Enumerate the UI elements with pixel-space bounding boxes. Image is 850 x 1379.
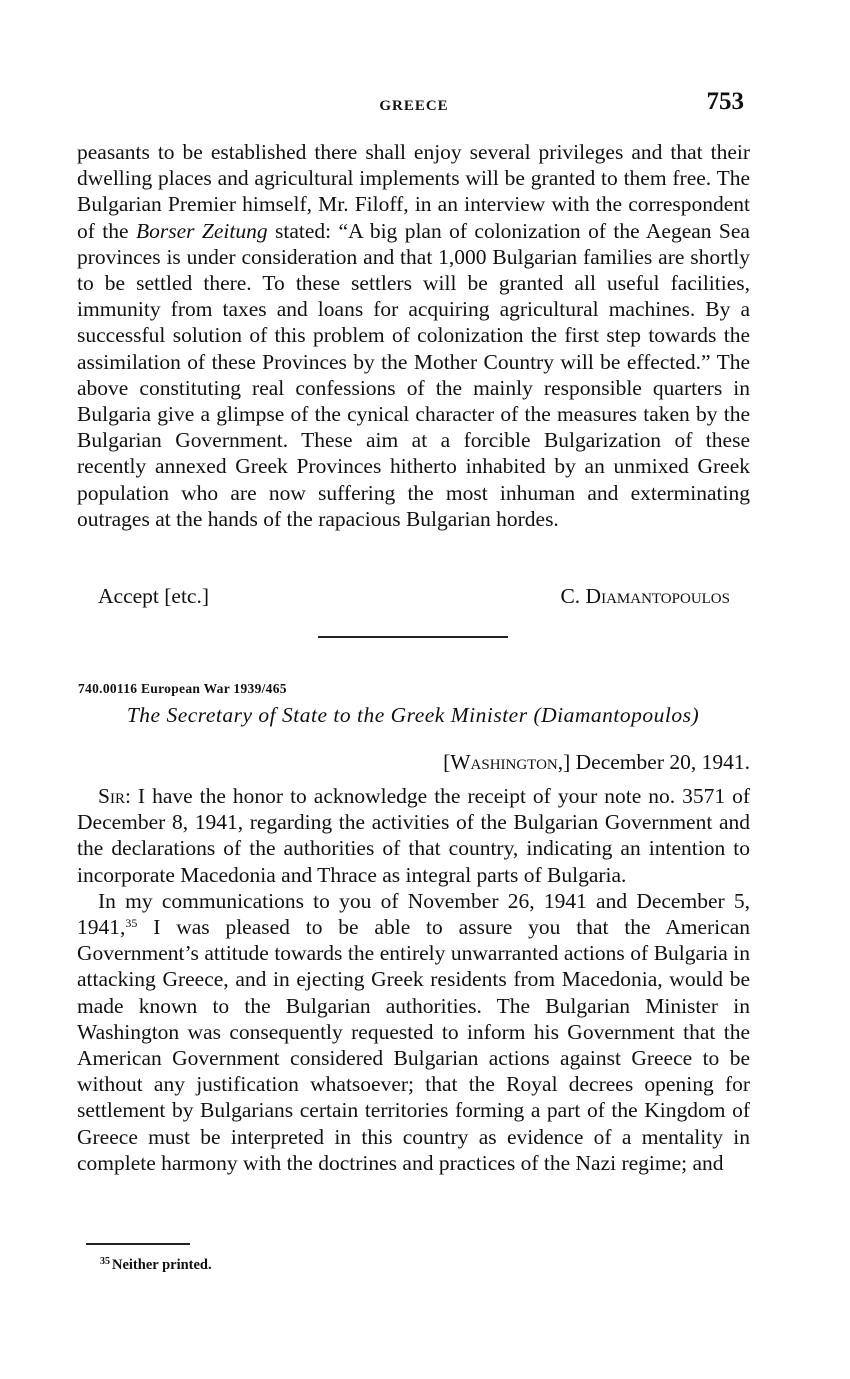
paragraph-1-text: I have the honor to acknowledge the receipt of your note no. 3571 of December 8, 1941, regarding the activities of the Bulgarian Government and the declarations of the authorities of that country, indicating an intention to incorporate Macedonia and Thrace as integral parts of Bulgaria. [77,784,750,887]
footnote-reference: 35 [125,916,138,931]
letter-paragraph-1 [77,783,750,888]
paragraph-2-start: In my communications to you of November 26, 1941 and December 5, 1941, [77,888,750,940]
footnote [100,1256,212,1274]
continued-text-block [77,139,750,532]
letter-body [77,783,750,1176]
dateline-date: December 20, 1941. [575,750,750,774]
continued-paragraph [77,139,750,532]
file-reference: 740.00116 European War 1939/465 [78,681,287,696]
running-title: GREECE [379,98,449,114]
continued-text-part-2: stated: “A big plan of colonization of the Aegean Sea provinces is under consideration and that 1,000 Bulgarian families are shortly to be settled there. To these settlers will be granted all useful facilities, immunity from taxes and loans for acquiring agricultural machines. By a successful solution of this problem of colonization the first step towards the assimilation of these Provinces by the Mother Country will be effected.” The above constituting real confessions of the mainly responsible quarters in Bulgaria give a glimpse of the cynical character of the measures taken by the Bulgarian Government. These aim at a forcible Bulgarization of these recently annexed Greek Provinces hitherto inhabited by an unmixed Greek population who are now suffering the most inhuman and exterminating outrages at the hands of the rapacious Bulgarian hordes. [77,218,750,531]
continued-text-part-1: peasants to be established there shall enjoy several privileges and that their dwelling places and agricultural implements will be granted to them free. The Bulgarian Premier himself, Mr. Filoff, in an interview with the correspondent of the [77,140,750,243]
page-number: 753 [706,88,744,115]
signature: C. Diamantopoulos [560,584,730,608]
dateline-place: [Washington,] [443,750,571,774]
document-heading [88,703,738,728]
complimentary-close: Accept [etc.] [98,584,210,608]
section-divider [318,636,508,638]
newspaper-title: Borser Zeitung [135,218,268,243]
footnote-divider [86,1243,190,1245]
dateline [443,750,750,775]
letter-paragraph-2 [77,888,750,1176]
footnote-marker: 35 [100,1256,110,1267]
footnote-text: Neither printed. [112,1257,212,1273]
paragraph-2-rest: I was pleased to be able to assure you that the American Government’s attitude towards the entirely unwarranted actions of Bulgaria in attacking Greece, and in ejecting Greek residents from Macedonia, would be made known to the Bulgarian authorities. The Bulgarian Minister in Washington was consequently requested to inform his Government that the American Government considered Bulgarian actions against Greece to be without any justification whatsoever; that the Royal decrees opening for settlement by Bulgarians certain territories forming a part of the Kingdom of Greece must be interpreted in this country as evidence of a mentality in complete harmony with the doctrines and practices of the Nazi regime; and [77,915,750,1175]
running-header [78,88,750,122]
closing-line [98,584,730,612]
heading-parenthetical: (Diamantopoulos) [533,703,700,727]
heading-main: The Secretary of State to the Greek Minister [126,703,528,727]
salutation: Sir: [98,784,131,808]
